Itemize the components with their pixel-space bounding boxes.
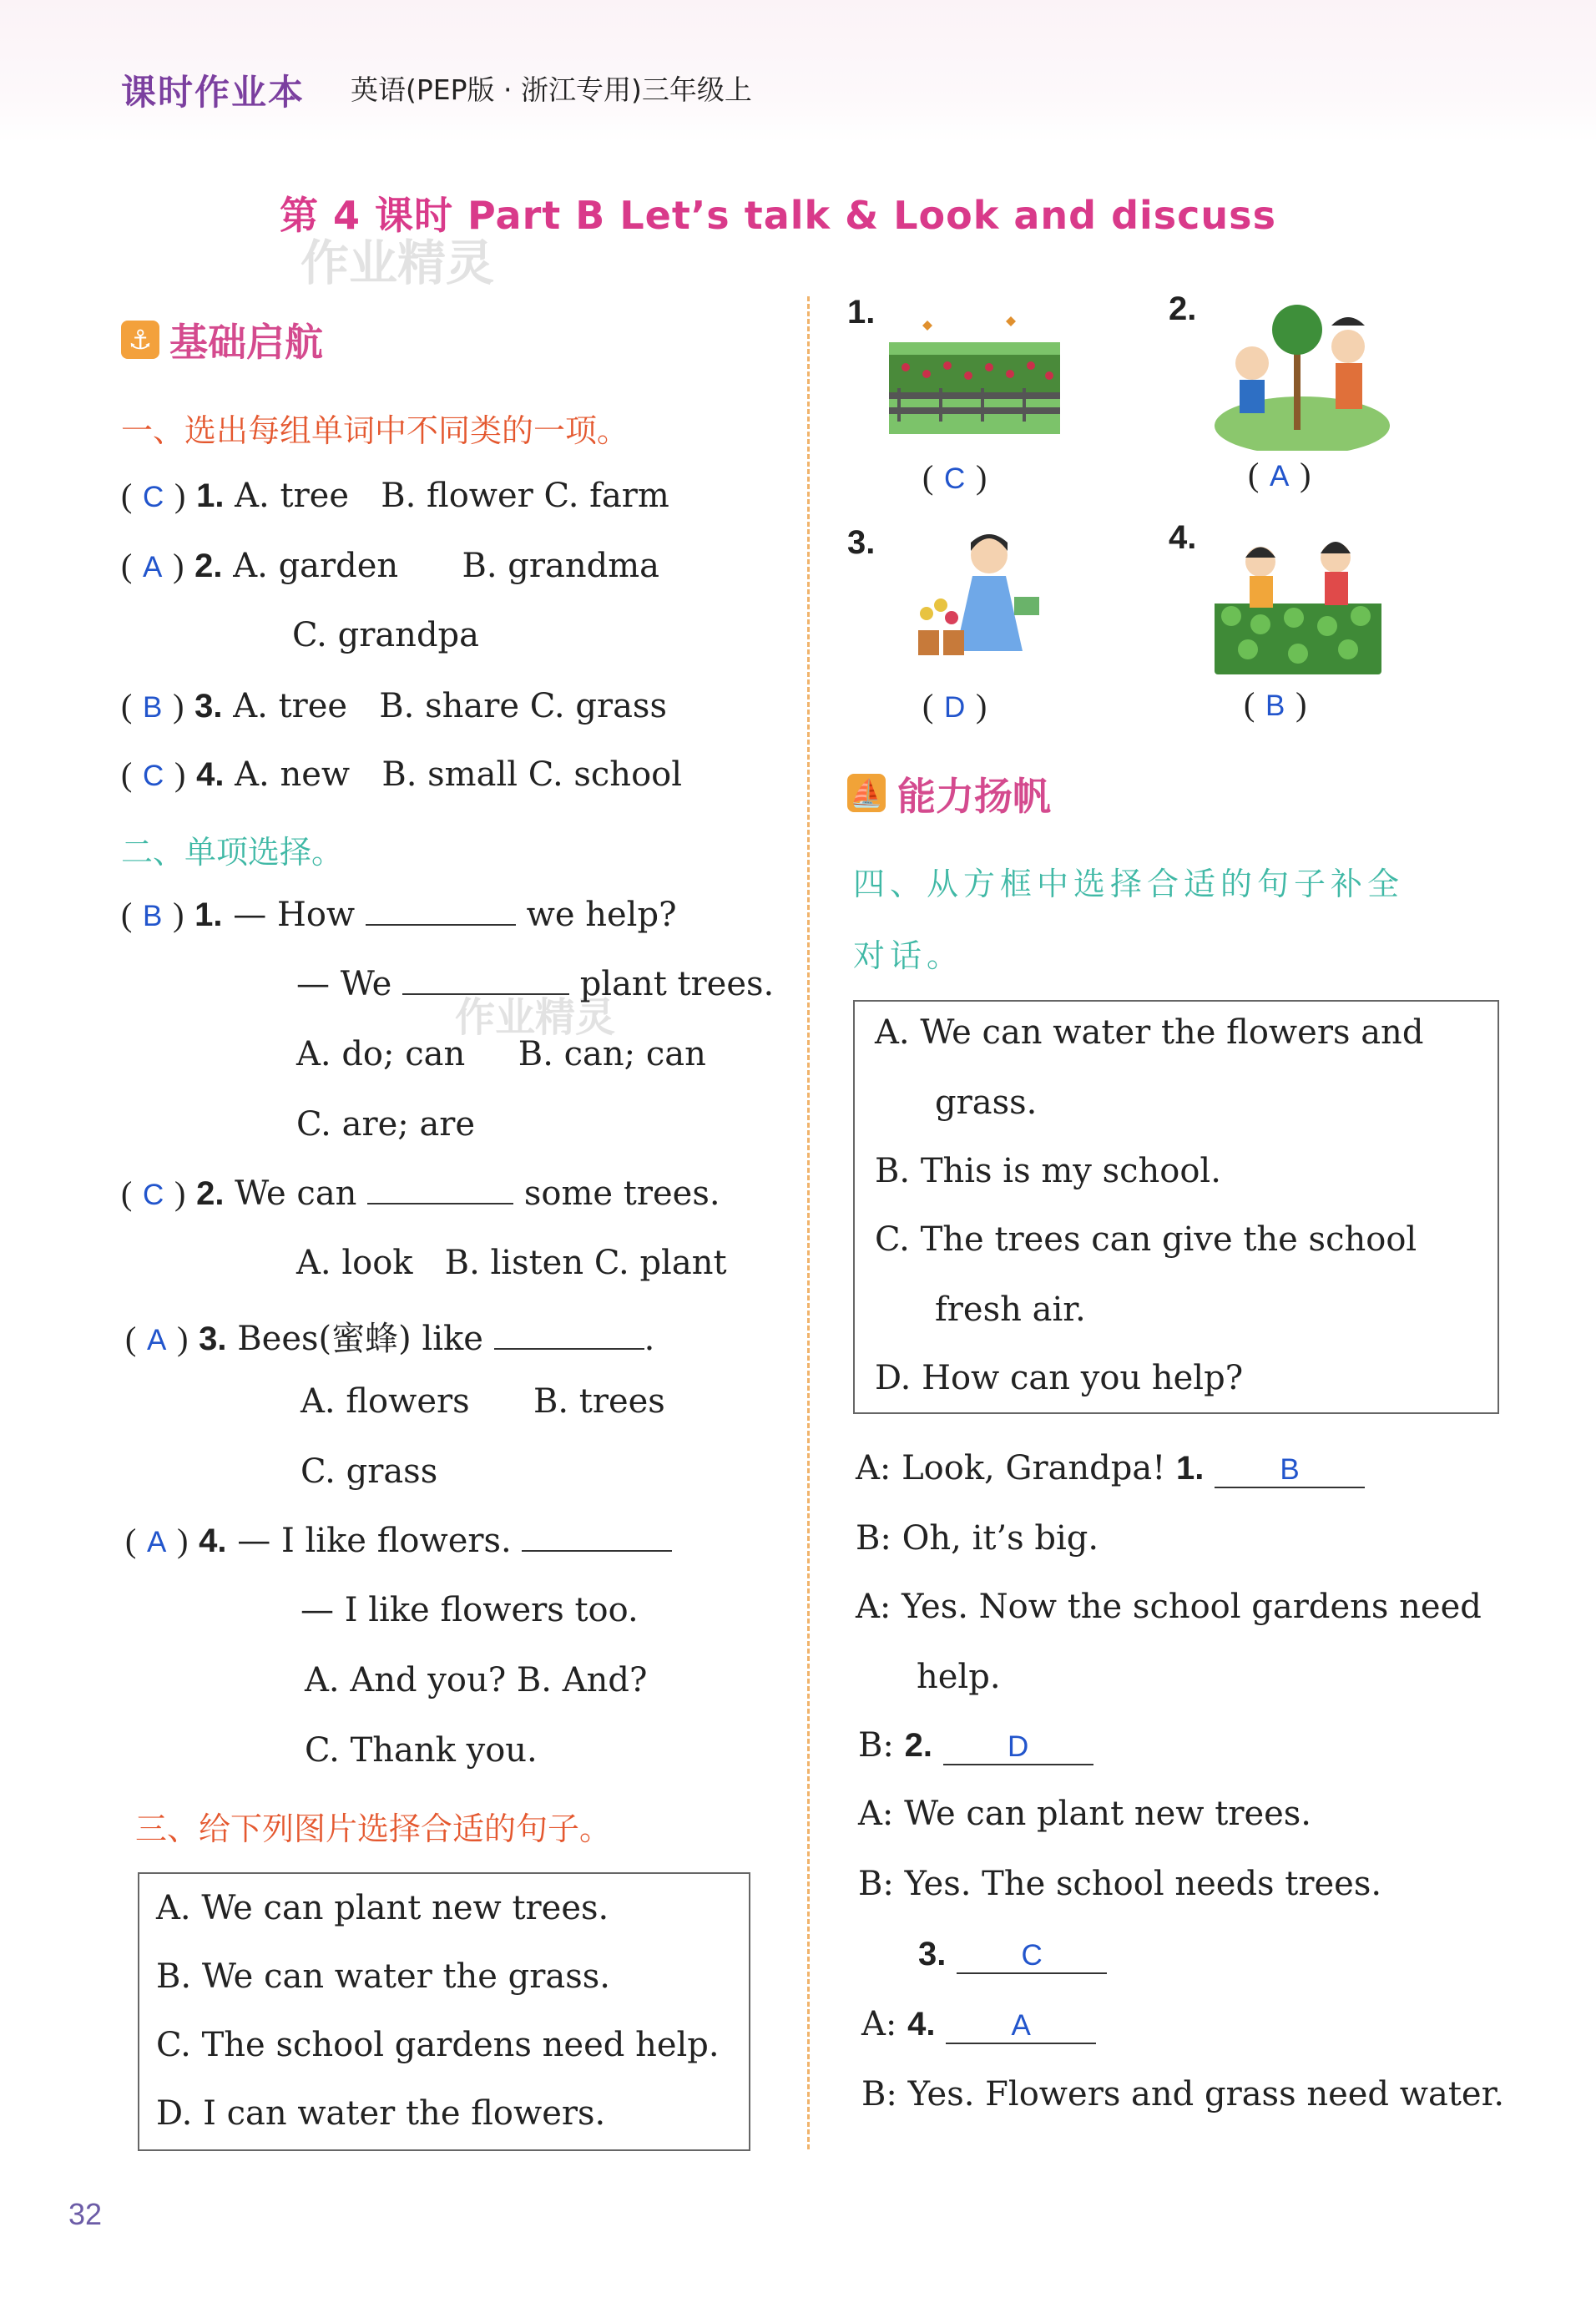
dialogue-line: A: Look, Grandpa! 1. B	[856, 1449, 1365, 1488]
part1-item-cont: C. grandpa	[292, 616, 480, 654]
column-divider	[807, 296, 810, 2149]
answer-blank: A	[946, 2009, 1096, 2044]
dialogue-line: B: Yes. The school needs trees.	[858, 1865, 1382, 1903]
part2-options: A. do; can B. can; can	[296, 1035, 706, 1073]
part1-title: 一、选出每组单词中不同类的一项。	[121, 412, 629, 449]
lesson-title: 第 4 课时 Part B Let’s talk & Look and discuss	[280, 193, 1276, 238]
option-line: B. This is my school.	[875, 1152, 1221, 1190]
part1-item: ( B ) 3. A. tree B. share C. grass	[121, 687, 667, 725]
answer: C	[143, 481, 164, 513]
answer-blank	[402, 993, 569, 995]
part4-title-cont: 对话。	[853, 937, 964, 974]
dialogue-line: B: Oh, it’s big.	[856, 1519, 1099, 1558]
answer: B	[143, 691, 163, 724]
sail-icon: ⛵	[847, 774, 886, 812]
option-line-cont: grass.	[935, 1083, 1038, 1122]
answer: C	[143, 760, 164, 792]
option-line: B. We can water the grass.	[156, 1957, 611, 1996]
option-line: D. I can water the flowers.	[156, 2094, 606, 2133]
part2-question: ( C ) 2. We can some trees.	[121, 1174, 720, 1213]
part2-options: A. flowers B. trees	[301, 1382, 665, 1421]
picture-answer: ( D )	[922, 687, 987, 725]
part4-title: 四、从方框中选择合适的句子补全	[853, 866, 1405, 902]
planting-tree-picture	[1215, 300, 1390, 451]
part2-question: ( B ) 1. — How we help?	[121, 896, 677, 934]
answer: A	[143, 551, 163, 583]
watering-flowers-picture	[906, 522, 1060, 676]
dialogue-line: A: We can plant new trees.	[858, 1795, 1312, 1833]
dialogue-line-cont: help.	[917, 1658, 1001, 1696]
part1-item: ( A ) 2. A. garden B. grandma	[121, 547, 660, 585]
picture-answer: ( C )	[922, 458, 987, 496]
part2-question-line: — We plant trees.	[296, 965, 775, 1003]
part3-title: 三、给下列图片选择合适的句子。	[135, 1810, 612, 1847]
dialogue-line: A: 4. A	[861, 2005, 1096, 2044]
part2-options: A. look B. listen C. plant	[296, 1244, 727, 1282]
watermark: 作业精灵	[455, 994, 616, 1041]
option-line-cont: fresh air.	[935, 1290, 1086, 1329]
part4-option-box	[853, 1000, 1499, 1414]
picture-number: 4.	[1169, 519, 1197, 556]
option-line: C. The school gardens need help.	[156, 2026, 720, 2064]
picture-answer: ( B )	[1244, 685, 1307, 723]
answer-blank	[367, 1203, 513, 1204]
answer-blank	[522, 1550, 672, 1552]
book-title: 英语(PEP版 · 浙江专用)三年级上	[351, 73, 752, 106]
watermark: 作业精灵	[301, 235, 495, 291]
anchor-icon: ⚓	[121, 321, 159, 359]
answer-blank	[366, 924, 516, 926]
part1-item: ( C ) 1. A. tree B. flower C. farm	[121, 477, 669, 515]
part2-question-line: — I like flowers too.	[301, 1591, 639, 1629]
option-line: A. We can plant new trees.	[156, 1889, 609, 1927]
dialogue-line: A: Yes. Now the school gardens need	[856, 1588, 1482, 1626]
dialogue-line: 3. C	[918, 1935, 1107, 1974]
part2-options: C. grass	[301, 1452, 438, 1491]
answer-blank	[494, 1348, 644, 1350]
answer-blank: B	[1215, 1453, 1365, 1488]
part2-title: 二、单项选择。	[121, 834, 344, 871]
dialogue-line: B: 2. D	[858, 1726, 1093, 1765]
picture-number: 2.	[1169, 290, 1197, 327]
picture-number: 3.	[847, 524, 876, 561]
part2-options: A. And you? B. And?	[305, 1661, 648, 1699]
picture-answer: ( A )	[1248, 456, 1311, 493]
option-line: C. The trees can give the school	[875, 1220, 1417, 1259]
section-title-basic: 基础启航	[169, 320, 323, 365]
dialogue-line: B: Yes. Flowers and grass need water.	[861, 2075, 1505, 2113]
page-number: 32	[68, 2197, 103, 2231]
section-title-ability: 能力扬帆	[897, 774, 1051, 819]
watering-grass-picture	[1215, 524, 1381, 674]
flower-bed-picture	[889, 309, 1060, 451]
part2-options: C. are; are	[296, 1105, 476, 1144]
part2-options: C. Thank you.	[305, 1731, 538, 1770]
answer-blank: D	[943, 1730, 1093, 1765]
option-line: D. How can you help?	[875, 1359, 1244, 1397]
part2-question: ( A ) 4. — I like flowers.	[125, 1521, 672, 1560]
brand-title: 课时作业本	[121, 72, 306, 113]
part1-item: ( C ) 4. A. new B. small C. school	[121, 755, 683, 794]
part2-question: ( A ) 3. Bees(蜜蜂) like .	[125, 1320, 655, 1358]
picture-number: 1.	[847, 294, 876, 331]
option-line: A. We can water the flowers and	[875, 1013, 1424, 1052]
answer-blank: C	[957, 1939, 1107, 1974]
part3-option-box	[138, 1872, 750, 2151]
